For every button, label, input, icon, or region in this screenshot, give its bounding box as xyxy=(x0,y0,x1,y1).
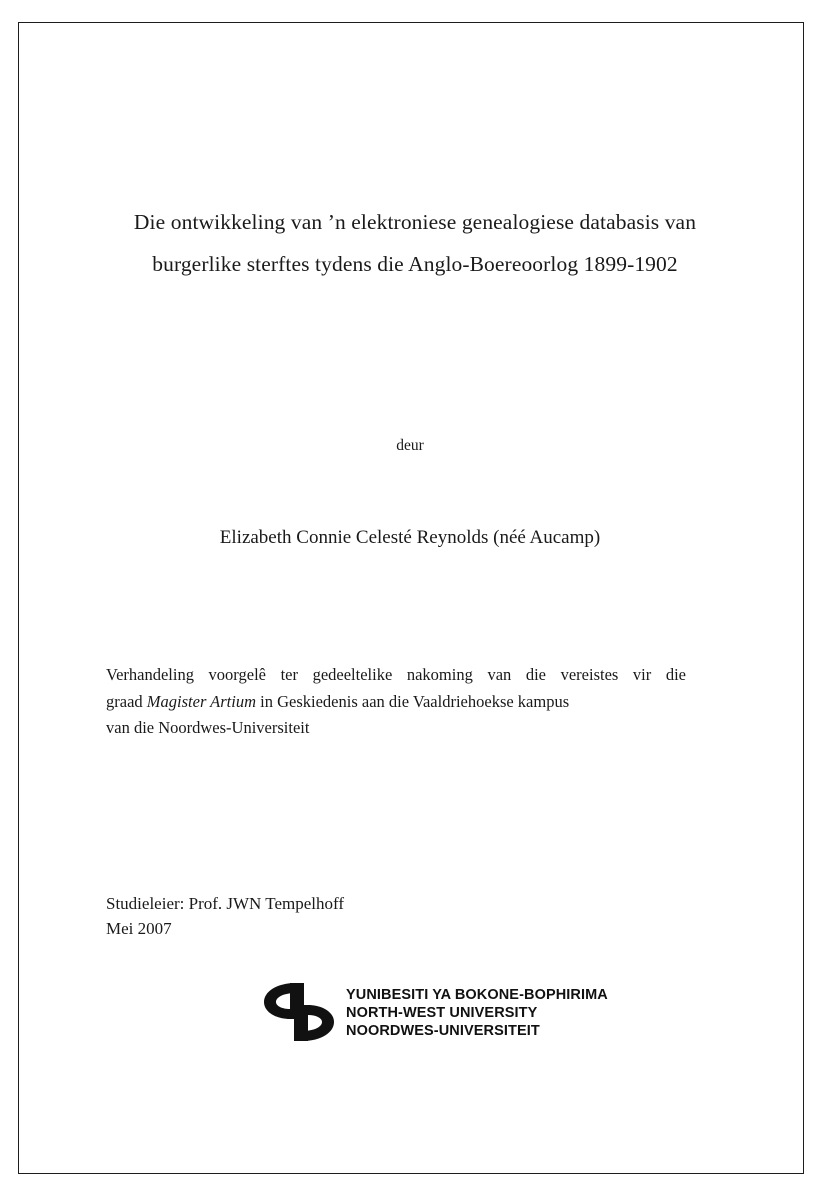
title-line-2: burgerlike sterftes tydens die Anglo-Boereoorlog 1899-1902 xyxy=(152,251,678,276)
degree-statement xyxy=(106,662,686,742)
statement-line-2-pre: graad xyxy=(106,691,147,711)
page-title xyxy=(100,202,730,286)
statement-line-1: Verhandeling voorgelê ter gedeeltelike nakoming van die vereistes vir die xyxy=(106,665,686,684)
supervisor-name: Studieleier: Prof. JWN Tempelhoff xyxy=(106,894,345,913)
university-logo xyxy=(260,972,660,1052)
by-label: deur xyxy=(396,437,424,454)
statement-line-3: van die Noordwes-Universiteit xyxy=(106,718,310,738)
submission-date: Mei 2007 xyxy=(106,918,172,938)
supervisor-block xyxy=(106,892,706,941)
logo-line-3: NOORDWES-UNIVERSITEIT xyxy=(346,1023,540,1040)
statement-line-2 xyxy=(106,689,686,716)
degree-name: Magister Artium xyxy=(146,691,257,711)
north-west-university-logo-icon xyxy=(260,979,338,1045)
university-logo-text xyxy=(346,984,608,1041)
title-line-1: Die ontwikkeling van ’n elektroniese genealogiese databasis van xyxy=(133,210,697,234)
title-page-content xyxy=(60,22,760,1174)
logo-line-1: YUNIBESITI YA BOKONE-BOPHIRIMA xyxy=(346,986,608,1003)
logo-line-2: NORTH-WEST UNIVERSITY xyxy=(346,1004,538,1021)
statement-line-2-post: in Geskiedenis aan die Vaaldriehoekse kampus xyxy=(256,691,570,711)
author-name: Elizabeth Connie Celesté Reynolds (néé Aucamp) xyxy=(219,527,601,548)
